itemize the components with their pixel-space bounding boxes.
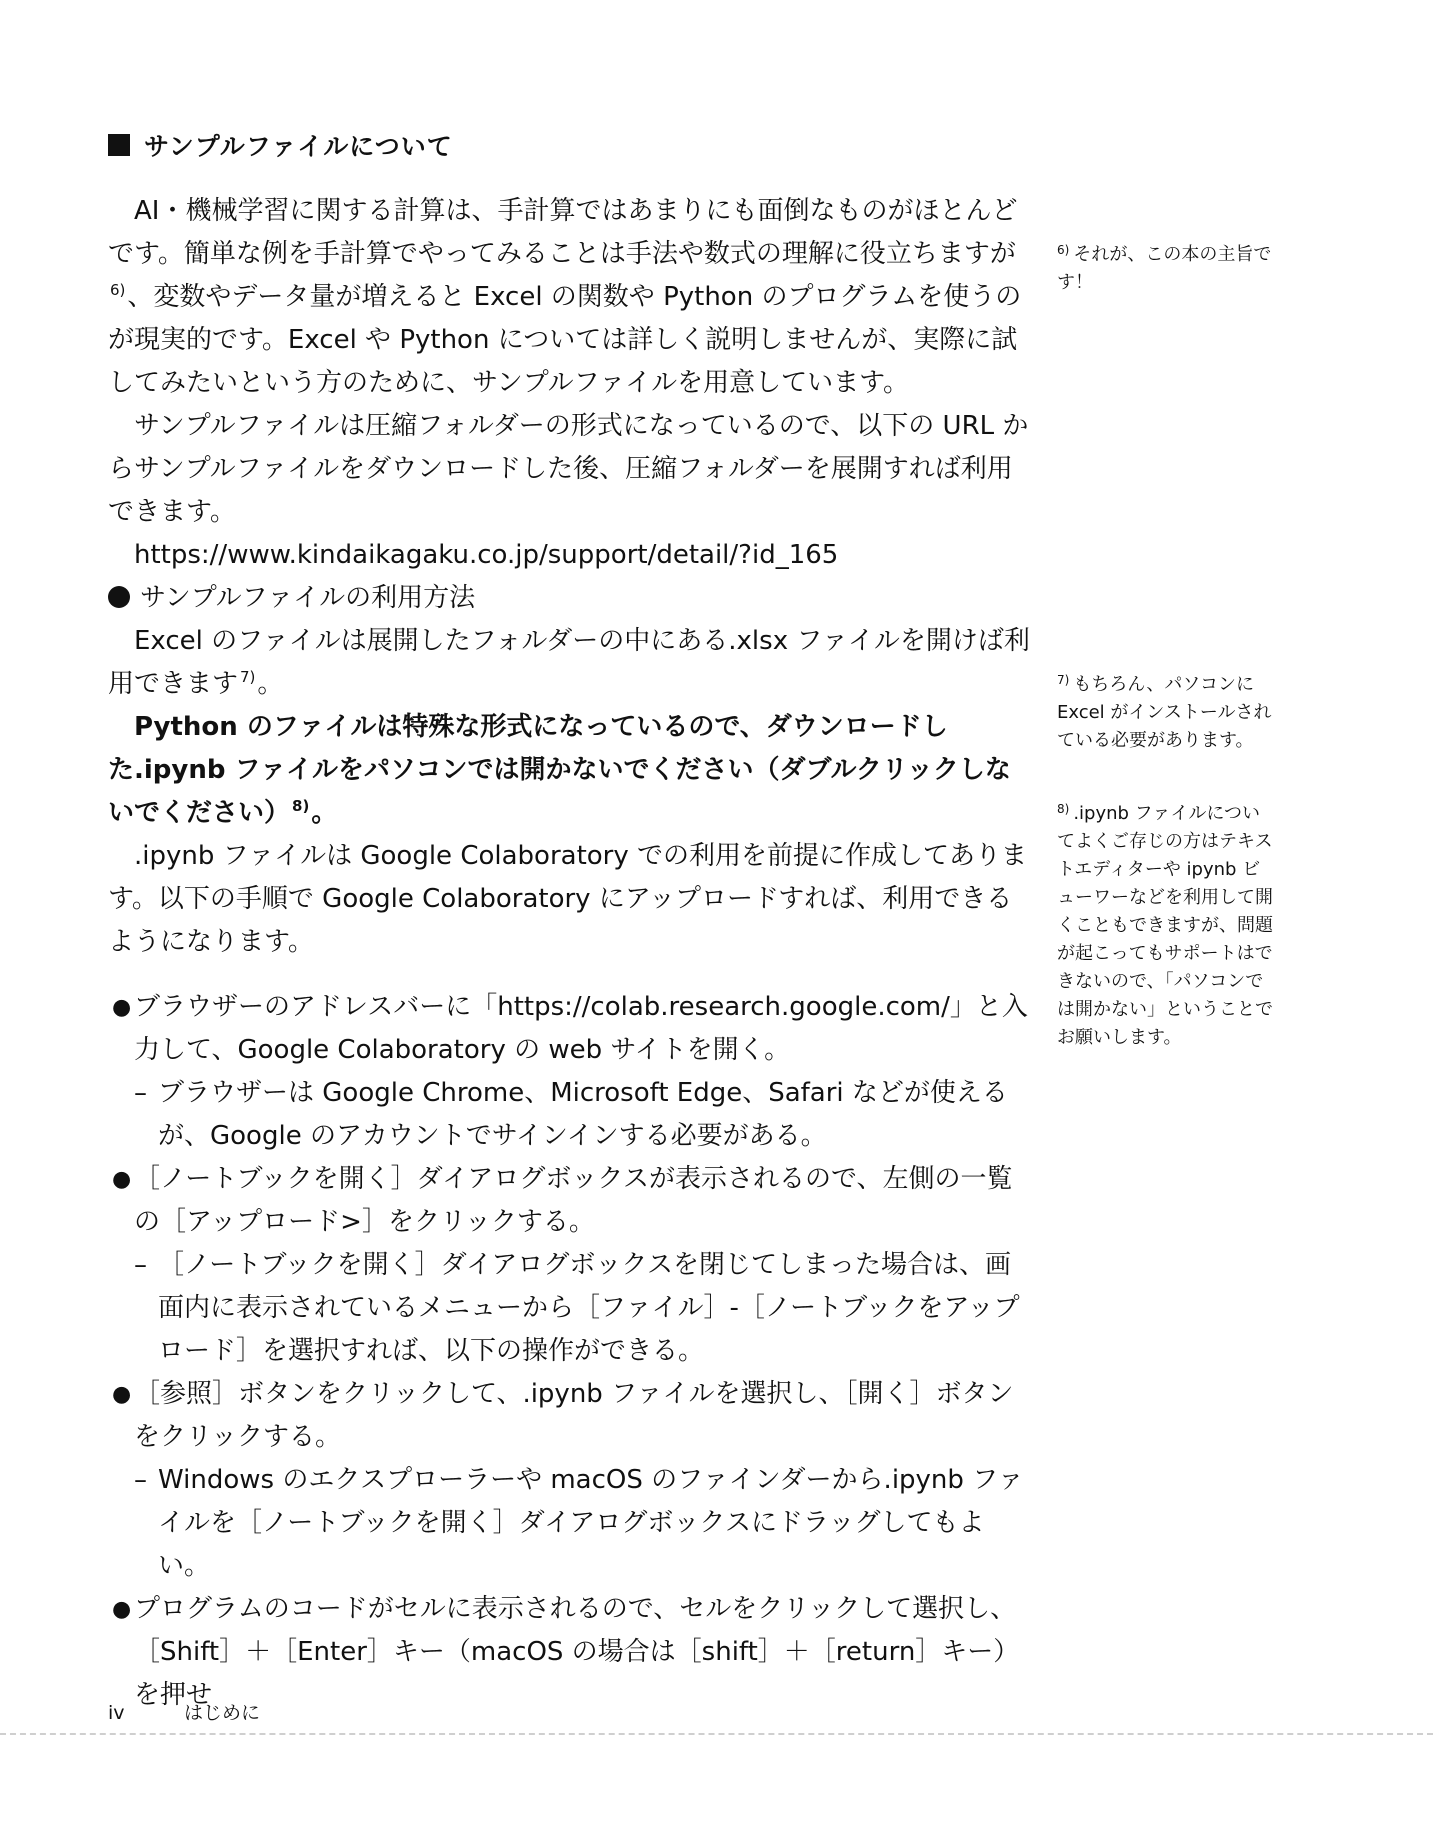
main-text (108, 190, 1030, 1717)
subheading-text: サンプルファイルの利用方法 (140, 583, 476, 613)
step-text: ブラウザーのアドレスバーに「https://colab.research.google.com/」と入力して、Google Colaboratory の web サイトを開く。 (134, 992, 1028, 1065)
step-text: プログラムのコードがセルに表示されるので、セルをクリックして選択し、［Shift］＋［Enter］キー（macOS の場合は［shift］＋［return］キー）を押せ (134, 1594, 1020, 1710)
sidenote-marker-7: 7) (1057, 673, 1070, 687)
sidenote-7-text: もちろん、パソコンに Excel がインストールされている必要があります。 (1057, 674, 1272, 751)
dash-icon: – (134, 1078, 147, 1108)
sidenote-marker-6: 6) (1057, 243, 1070, 257)
footnote-ref-6: 6) (110, 281, 126, 299)
bullet-icon: ● (112, 1382, 132, 1407)
subheading (108, 577, 1030, 620)
bullet-icon: ● (112, 1167, 132, 1192)
sidenote-8-text: .ipynb ファイルについてよくご存じの方はテキストエディターや ipynb ビューワーなどを利用して開くこともできますが、問題が起こってもサポートはできないので、「パソコンでは開かない」ということでお願いします。 (1057, 803, 1273, 1048)
paragraph-python-warning (108, 706, 1030, 835)
paragraph-python-warning-text-b: 。 (311, 798, 338, 828)
page-footer (108, 1698, 260, 1725)
sidenote-7 (1057, 671, 1277, 755)
paragraph-colab: .ipynb ファイルは Google Colaboratory での利用を前提に作成してあります。以下の手順で Google Colaboratory にアップロードすれば、利用できるようになります。 (108, 841, 1028, 957)
step-item (108, 1373, 1030, 1459)
sidenote-marker-8: 8) (1057, 802, 1070, 816)
page-cut-line (0, 1733, 1433, 1735)
paragraph-intro (108, 190, 1030, 405)
section-heading (108, 127, 453, 163)
section-heading-text: サンプルファイルについて (144, 132, 453, 161)
step-subnote-text: ブラウザーは Google Chrome、Microsoft Edge、Safari などが使えるが、Google のアカウントでサインインする必要がある。 (158, 1078, 1008, 1151)
sidenote-8 (1057, 800, 1277, 1052)
footnote-ref-8: 8) (292, 797, 310, 815)
page-number: iv (108, 1702, 125, 1724)
step-subnote (108, 1072, 1030, 1158)
paragraph-intro-text-a: AI・機械学習に関する計算は、手計算ではあまりにも面倒なものがほとんどです。簡単な例を手計算でやってみることは手法や数式の理解に役立ちますが (108, 196, 1018, 269)
dash-icon: – (134, 1250, 147, 1280)
steps-list (108, 986, 1030, 1717)
footnote-ref-7: 7) (240, 668, 256, 686)
circle-bullet-icon (108, 586, 130, 608)
step-text: ［参照］ボタンをクリックして、.ipynb ファイルを選択し、［開く］ボタンをクリックする。 (134, 1379, 1014, 1452)
bullet-icon: ● (112, 995, 132, 1020)
paragraph-excel-text-a: Excel のファイルは展開したフォルダーの中にある.xlsx ファイルを開けば利用できます (108, 626, 1030, 699)
paragraph-excel (108, 620, 1030, 706)
paragraph-intro-text-b: 、変数やデータ量が増えると Excel の関数や Python のプログラムを使うのが現実的です。Excel や Python については詳しく説明しませんが、実際に試してみたいという方のために、サンプルファイルを用意しています。 (108, 282, 1022, 398)
bullet-icon: ● (112, 1597, 132, 1622)
step-subnote-text: Windows のエクスプローラーや macOS のファインダーから.ipynb ファイルを［ノートブックを開く］ダイアログボックスにドラッグしてもよい。 (158, 1465, 1024, 1581)
download-url: https://www.kindaikagaku.co.jp/support/detail/?id_165 (134, 540, 839, 570)
step-subnote (108, 1459, 1030, 1588)
step-text: ［ノートブックを開く］ダイアログボックスが表示されるので、左側の一覧の［アップロード>］をクリックする。 (134, 1164, 1013, 1237)
dash-icon: – (134, 1465, 147, 1495)
step-item (108, 986, 1030, 1072)
paragraph-python-warning-text-a: Python のファイルは特殊な形式になっているので、ダウンロードした.ipynb ファイルをパソコンでは開かないでください（ダブルクリックしないでください） (108, 712, 1011, 828)
sidenote-6-text: それが、この本の主旨です！ (1057, 244, 1272, 293)
sidenote-6 (1057, 241, 1277, 297)
paragraph-excel-text-b: 。 (257, 669, 284, 699)
chapter-title: はじめに (184, 1702, 261, 1724)
step-item (108, 1158, 1030, 1244)
square-bullet-icon (108, 134, 130, 156)
step-subnote-text: ［ノートブックを開く］ダイアログボックスを閉じてしまった場合は、画面内に表示されているメニューから［ファイル］-［ノートブックをアップロード］を選択すれば、以下の操作ができる。 (158, 1250, 1020, 1366)
step-subnote (108, 1244, 1030, 1373)
paragraph-download: サンプルファイルは圧縮フォルダーの形式になっているので、以下の URL からサンプルファイルをダウンロードした後、圧縮フォルダーを展開すれば利用できます。 (108, 411, 1029, 527)
